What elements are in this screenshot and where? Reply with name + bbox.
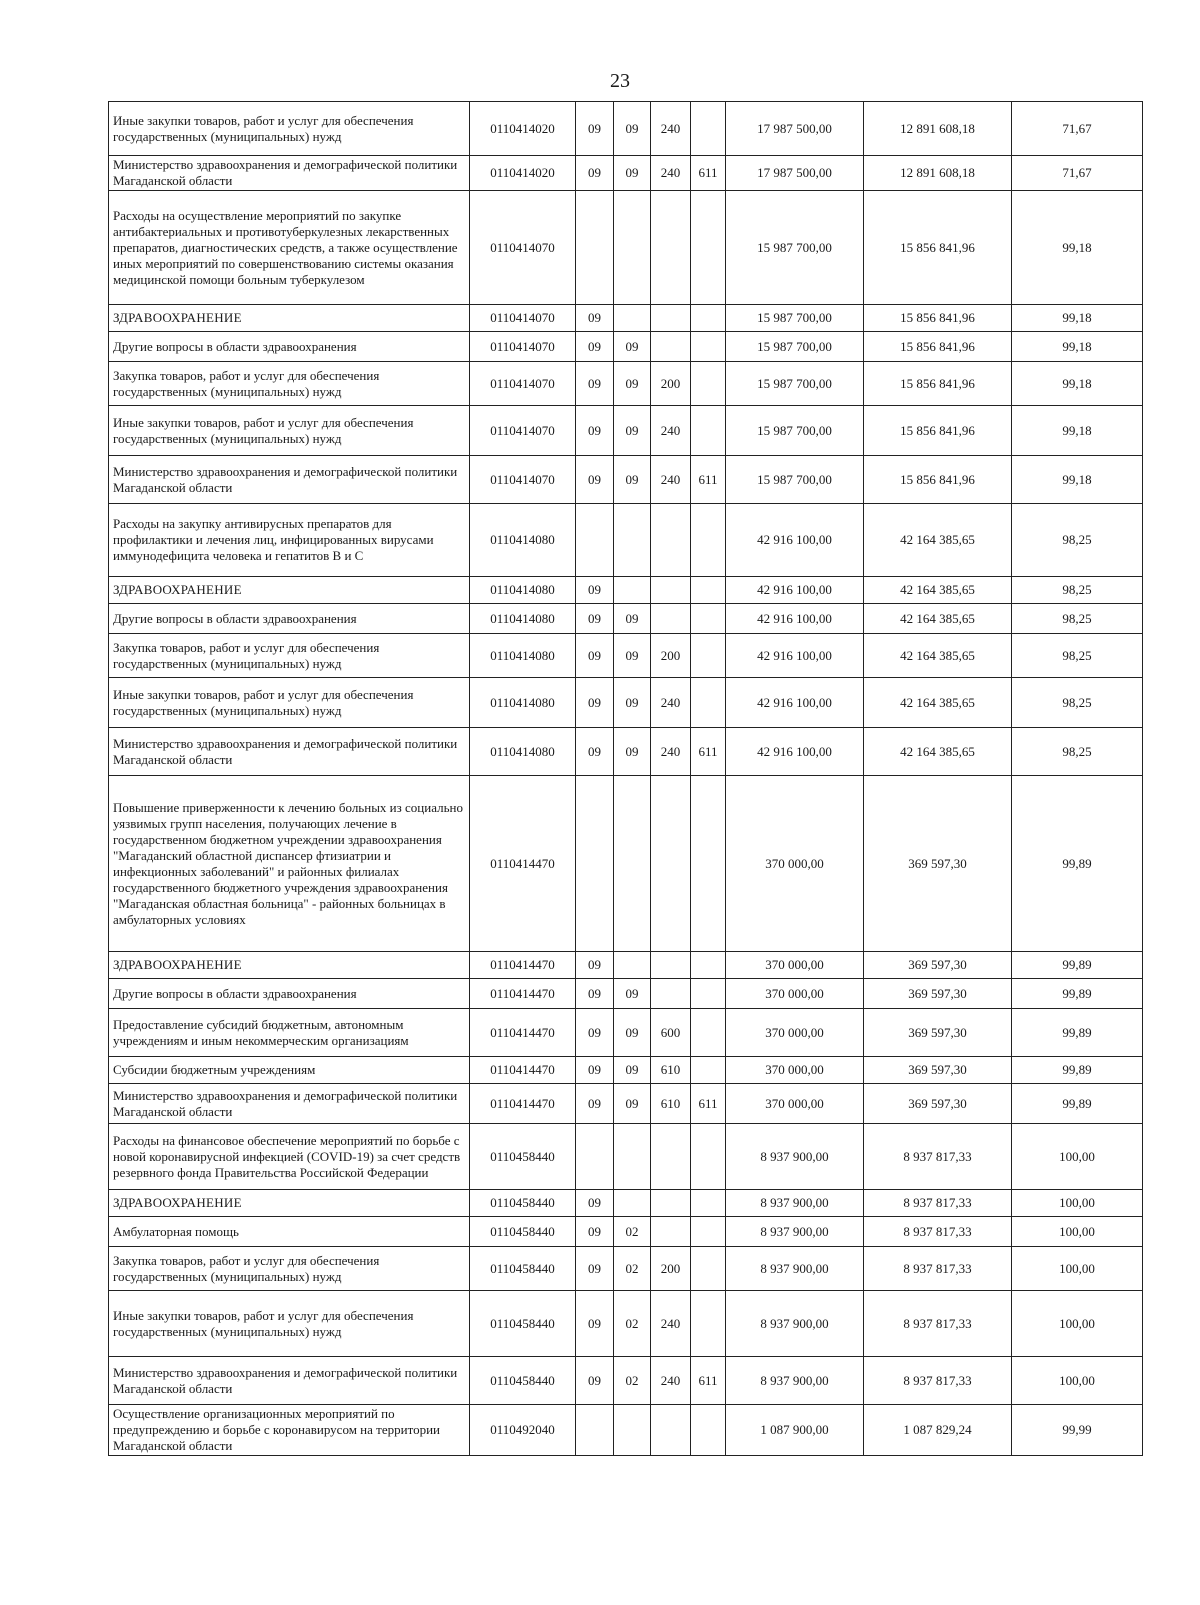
row-planned-amount: 370 000,00 bbox=[726, 1057, 864, 1084]
row-execution-percent: 98,25 bbox=[1012, 577, 1143, 604]
row-subsection bbox=[614, 305, 651, 332]
row-administrator bbox=[691, 1217, 726, 1247]
row-name: Иные закупки товаров, работ и услуг для обеспечения государственных (муниципальных) нужд bbox=[109, 1291, 470, 1357]
row-target-code: 0110414020 bbox=[470, 156, 576, 191]
row-subsection bbox=[614, 1124, 651, 1190]
row-name: Министерство здравоохранения и демографической политики Магаданской области bbox=[109, 156, 470, 191]
row-section: 09 bbox=[576, 156, 614, 191]
row-expense-type: 240 bbox=[651, 678, 691, 728]
row-expense-type bbox=[651, 1217, 691, 1247]
row-planned-amount: 42 916 100,00 bbox=[726, 504, 864, 577]
row-section: 09 bbox=[576, 456, 614, 504]
row-administrator bbox=[691, 1247, 726, 1291]
row-execution-percent: 99,89 bbox=[1012, 776, 1143, 952]
table-row bbox=[109, 156, 1143, 191]
row-actual-amount: 42 164 385,65 bbox=[864, 634, 1012, 678]
row-planned-amount: 370 000,00 bbox=[726, 776, 864, 952]
row-planned-amount: 17 987 500,00 bbox=[726, 156, 864, 191]
row-section: 09 bbox=[576, 1190, 614, 1217]
row-execution-percent: 99,89 bbox=[1012, 1084, 1143, 1124]
row-planned-amount: 370 000,00 bbox=[726, 1009, 864, 1057]
row-subsection: 09 bbox=[614, 979, 651, 1009]
row-target-code: 0110414470 bbox=[470, 1084, 576, 1124]
row-administrator bbox=[691, 102, 726, 156]
row-section bbox=[576, 191, 614, 305]
row-administrator bbox=[691, 406, 726, 456]
row-target-code: 0110458440 bbox=[470, 1217, 576, 1247]
row-administrator bbox=[691, 332, 726, 362]
row-actual-amount: 8 937 817,33 bbox=[864, 1247, 1012, 1291]
row-expense-type: 240 bbox=[651, 156, 691, 191]
row-target-code: 0110414080 bbox=[470, 634, 576, 678]
row-subsection bbox=[614, 776, 651, 952]
row-planned-amount: 42 916 100,00 bbox=[726, 728, 864, 776]
row-expense-type bbox=[651, 952, 691, 979]
row-planned-amount: 42 916 100,00 bbox=[726, 604, 864, 634]
row-planned-amount: 15 987 700,00 bbox=[726, 456, 864, 504]
row-administrator bbox=[691, 634, 726, 678]
row-section: 09 bbox=[576, 634, 614, 678]
page-number: 23 bbox=[610, 70, 630, 92]
row-name: Расходы на осуществление мероприятий по закупке антибактериальных и противотуберкулезных лекарственных препаратов, диагностических средств, а также осуществление иных мероприятий по совершенствованию системы оказания медицинской помощи больным туберкулезом bbox=[109, 191, 470, 305]
row-name: ЗДРАВООХРАНЕНИЕ bbox=[109, 577, 470, 604]
table-row bbox=[109, 1357, 1143, 1405]
row-expense-type: 610 bbox=[651, 1057, 691, 1084]
row-section: 09 bbox=[576, 1291, 614, 1357]
row-subsection: 02 bbox=[614, 1217, 651, 1247]
row-execution-percent: 99,18 bbox=[1012, 332, 1143, 362]
table-row bbox=[109, 776, 1143, 952]
row-target-code: 0110414070 bbox=[470, 191, 576, 305]
row-execution-percent: 98,25 bbox=[1012, 678, 1143, 728]
row-target-code: 0110414020 bbox=[470, 102, 576, 156]
row-subsection bbox=[614, 1190, 651, 1217]
row-expense-type bbox=[651, 604, 691, 634]
row-name: ЗДРАВООХРАНЕНИЕ bbox=[109, 1190, 470, 1217]
budget-table bbox=[108, 101, 1143, 1456]
row-administrator: 611 bbox=[691, 456, 726, 504]
table-row bbox=[109, 604, 1143, 634]
row-administrator bbox=[691, 979, 726, 1009]
row-expense-type bbox=[651, 191, 691, 305]
row-target-code: 0110458440 bbox=[470, 1357, 576, 1405]
row-subsection: 09 bbox=[614, 728, 651, 776]
row-actual-amount: 369 597,30 bbox=[864, 776, 1012, 952]
row-subsection: 09 bbox=[614, 604, 651, 634]
row-actual-amount: 369 597,30 bbox=[864, 1084, 1012, 1124]
row-name: ЗДРАВООХРАНЕНИЕ bbox=[109, 305, 470, 332]
row-name: Иные закупки товаров, работ и услуг для обеспечения государственных (муниципальных) нужд bbox=[109, 678, 470, 728]
row-section bbox=[576, 1124, 614, 1190]
row-administrator bbox=[691, 1405, 726, 1456]
row-section: 09 bbox=[576, 362, 614, 406]
row-name: Другие вопросы в области здравоохранения bbox=[109, 332, 470, 362]
row-target-code: 0110492040 bbox=[470, 1405, 576, 1456]
row-execution-percent: 98,25 bbox=[1012, 504, 1143, 577]
row-planned-amount: 15 987 700,00 bbox=[726, 332, 864, 362]
row-execution-percent: 100,00 bbox=[1012, 1247, 1143, 1291]
table-row bbox=[109, 1217, 1143, 1247]
row-name: Министерство здравоохранения и демографической политики Магаданской области bbox=[109, 728, 470, 776]
row-actual-amount: 42 164 385,65 bbox=[864, 604, 1012, 634]
row-section bbox=[576, 504, 614, 577]
row-subsection bbox=[614, 191, 651, 305]
row-planned-amount: 15 987 700,00 bbox=[726, 362, 864, 406]
table-row bbox=[109, 456, 1143, 504]
row-subsection: 02 bbox=[614, 1247, 651, 1291]
row-target-code: 0110414470 bbox=[470, 952, 576, 979]
table-row bbox=[109, 1124, 1143, 1190]
table-row bbox=[109, 634, 1143, 678]
table-row bbox=[109, 102, 1143, 156]
row-name: Амбулаторная помощь bbox=[109, 1217, 470, 1247]
row-target-code: 0110414070 bbox=[470, 362, 576, 406]
row-target-code: 0110414070 bbox=[470, 456, 576, 504]
row-actual-amount: 15 856 841,96 bbox=[864, 191, 1012, 305]
row-subsection: 09 bbox=[614, 332, 651, 362]
row-target-code: 0110414080 bbox=[470, 577, 576, 604]
row-execution-percent: 100,00 bbox=[1012, 1190, 1143, 1217]
row-administrator bbox=[691, 952, 726, 979]
row-expense-type: 610 bbox=[651, 1084, 691, 1124]
row-administrator bbox=[691, 191, 726, 305]
row-administrator bbox=[691, 1124, 726, 1190]
row-subsection: 09 bbox=[614, 1084, 651, 1124]
row-expense-type bbox=[651, 577, 691, 604]
row-administrator bbox=[691, 1291, 726, 1357]
table-row bbox=[109, 362, 1143, 406]
row-administrator bbox=[691, 577, 726, 604]
row-planned-amount: 8 937 900,00 bbox=[726, 1291, 864, 1357]
row-actual-amount: 12 891 608,18 bbox=[864, 156, 1012, 191]
row-execution-percent: 99,89 bbox=[1012, 1057, 1143, 1084]
row-target-code: 0110414470 bbox=[470, 776, 576, 952]
table-row bbox=[109, 1190, 1143, 1217]
row-section: 09 bbox=[576, 305, 614, 332]
row-section: 09 bbox=[576, 1247, 614, 1291]
row-subsection: 09 bbox=[614, 102, 651, 156]
row-planned-amount: 42 916 100,00 bbox=[726, 678, 864, 728]
row-execution-percent: 99,18 bbox=[1012, 362, 1143, 406]
row-planned-amount: 42 916 100,00 bbox=[726, 634, 864, 678]
row-subsection: 09 bbox=[614, 1057, 651, 1084]
row-planned-amount: 15 987 700,00 bbox=[726, 406, 864, 456]
row-target-code: 0110414470 bbox=[470, 979, 576, 1009]
row-name: Закупка товаров, работ и услуг для обеспечения государственных (муниципальных) нужд bbox=[109, 362, 470, 406]
row-execution-percent: 100,00 bbox=[1012, 1357, 1143, 1405]
row-target-code: 0110414470 bbox=[470, 1009, 576, 1057]
row-subsection: 09 bbox=[614, 634, 651, 678]
row-execution-percent: 98,25 bbox=[1012, 604, 1143, 634]
row-name: Министерство здравоохранения и демографической политики Магаданской области bbox=[109, 1357, 470, 1405]
row-expense-type bbox=[651, 979, 691, 1009]
row-section: 09 bbox=[576, 604, 614, 634]
row-planned-amount: 8 937 900,00 bbox=[726, 1217, 864, 1247]
row-section: 09 bbox=[576, 332, 614, 362]
row-section: 09 bbox=[576, 952, 614, 979]
table-row bbox=[109, 979, 1143, 1009]
row-execution-percent: 98,25 bbox=[1012, 634, 1143, 678]
row-actual-amount: 15 856 841,96 bbox=[864, 332, 1012, 362]
row-subsection: 09 bbox=[614, 1009, 651, 1057]
row-actual-amount: 15 856 841,96 bbox=[864, 305, 1012, 332]
row-execution-percent: 99,89 bbox=[1012, 1009, 1143, 1057]
row-execution-percent: 99,18 bbox=[1012, 406, 1143, 456]
row-subsection bbox=[614, 952, 651, 979]
row-section: 09 bbox=[576, 678, 614, 728]
row-planned-amount: 370 000,00 bbox=[726, 952, 864, 979]
table-row bbox=[109, 1009, 1143, 1057]
row-planned-amount: 15 987 700,00 bbox=[726, 191, 864, 305]
row-target-code: 0110414080 bbox=[470, 728, 576, 776]
row-execution-percent: 99,89 bbox=[1012, 952, 1143, 979]
table-row bbox=[109, 1057, 1143, 1084]
row-target-code: 0110414070 bbox=[470, 406, 576, 456]
row-name: Иные закупки товаров, работ и услуг для обеспечения государственных (муниципальных) нужд bbox=[109, 102, 470, 156]
row-administrator bbox=[691, 604, 726, 634]
row-actual-amount: 42 164 385,65 bbox=[864, 504, 1012, 577]
table-row bbox=[109, 678, 1143, 728]
row-actual-amount: 369 597,30 bbox=[864, 979, 1012, 1009]
row-expense-type: 240 bbox=[651, 456, 691, 504]
row-actual-amount: 8 937 817,33 bbox=[864, 1124, 1012, 1190]
row-actual-amount: 8 937 817,33 bbox=[864, 1291, 1012, 1357]
row-administrator bbox=[691, 362, 726, 406]
row-section bbox=[576, 776, 614, 952]
row-target-code: 0110414070 bbox=[470, 305, 576, 332]
row-section: 09 bbox=[576, 102, 614, 156]
row-planned-amount: 8 937 900,00 bbox=[726, 1190, 864, 1217]
row-planned-amount: 8 937 900,00 bbox=[726, 1247, 864, 1291]
row-expense-type: 240 bbox=[651, 1357, 691, 1405]
row-administrator bbox=[691, 1009, 726, 1057]
row-actual-amount: 1 087 829,24 bbox=[864, 1405, 1012, 1456]
row-administrator: 611 bbox=[691, 1357, 726, 1405]
row-actual-amount: 369 597,30 bbox=[864, 1009, 1012, 1057]
row-actual-amount: 42 164 385,65 bbox=[864, 577, 1012, 604]
row-actual-amount: 8 937 817,33 bbox=[864, 1190, 1012, 1217]
table-row bbox=[109, 1247, 1143, 1291]
row-name: Повышение приверженности к лечению больных из социально уязвимых групп населения, получающих лечение в государственном бюджетном учреждении здравоохранения "Магаданский областной диспансер фтизиатрии и инфекционных заболеваний" и районных филиалах государственного бюджетного учреждения здравоохранения "Магаданская областная больница" - районных больницах в амбулаторных условиях bbox=[109, 776, 470, 952]
row-execution-percent: 71,67 bbox=[1012, 102, 1143, 156]
row-name: ЗДРАВООХРАНЕНИЕ bbox=[109, 952, 470, 979]
row-expense-type bbox=[651, 1190, 691, 1217]
row-target-code: 0110458440 bbox=[470, 1190, 576, 1217]
row-execution-percent: 100,00 bbox=[1012, 1124, 1143, 1190]
row-execution-percent: 100,00 bbox=[1012, 1291, 1143, 1357]
table-row bbox=[109, 1291, 1143, 1357]
row-target-code: 0110414070 bbox=[470, 332, 576, 362]
row-execution-percent: 98,25 bbox=[1012, 728, 1143, 776]
row-administrator bbox=[691, 678, 726, 728]
row-execution-percent: 71,67 bbox=[1012, 156, 1143, 191]
row-expense-type bbox=[651, 776, 691, 952]
row-execution-percent: 99,18 bbox=[1012, 191, 1143, 305]
row-actual-amount: 15 856 841,96 bbox=[864, 456, 1012, 504]
row-name: Предоставление субсидий бюджетным, автономным учреждениям и иным некоммерческим организациям bbox=[109, 1009, 470, 1057]
row-execution-percent: 100,00 bbox=[1012, 1217, 1143, 1247]
row-name: Другие вопросы в области здравоохранения bbox=[109, 979, 470, 1009]
row-name: Закупка товаров, работ и услуг для обеспечения государственных (муниципальных) нужд bbox=[109, 634, 470, 678]
row-expense-type bbox=[651, 1124, 691, 1190]
row-subsection: 09 bbox=[614, 362, 651, 406]
row-section: 09 bbox=[576, 1057, 614, 1084]
table-row bbox=[109, 504, 1143, 577]
table-row bbox=[109, 952, 1143, 979]
row-actual-amount: 42 164 385,65 bbox=[864, 678, 1012, 728]
table-row bbox=[109, 728, 1143, 776]
row-expense-type: 200 bbox=[651, 362, 691, 406]
row-target-code: 0110414080 bbox=[470, 678, 576, 728]
row-execution-percent: 99,18 bbox=[1012, 456, 1143, 504]
row-name: Осуществление организационных мероприятий по предупреждению и борьбе с коронавирусом на территории Магаданской области bbox=[109, 1405, 470, 1456]
row-administrator bbox=[691, 1057, 726, 1084]
row-planned-amount: 1 087 900,00 bbox=[726, 1405, 864, 1456]
row-actual-amount: 42 164 385,65 bbox=[864, 728, 1012, 776]
row-section: 09 bbox=[576, 1009, 614, 1057]
row-administrator bbox=[691, 776, 726, 952]
row-section: 09 bbox=[576, 1357, 614, 1405]
row-target-code: 0110414080 bbox=[470, 604, 576, 634]
row-actual-amount: 15 856 841,96 bbox=[864, 406, 1012, 456]
row-section bbox=[576, 1405, 614, 1456]
row-actual-amount: 8 937 817,33 bbox=[864, 1217, 1012, 1247]
row-subsection: 09 bbox=[614, 406, 651, 456]
row-expense-type bbox=[651, 305, 691, 332]
table-row bbox=[109, 1084, 1143, 1124]
table-row bbox=[109, 305, 1143, 332]
row-target-code: 0110414470 bbox=[470, 1057, 576, 1084]
table-row bbox=[109, 1405, 1143, 1456]
row-administrator bbox=[691, 1190, 726, 1217]
row-subsection bbox=[614, 1405, 651, 1456]
row-expense-type: 240 bbox=[651, 1291, 691, 1357]
table-row bbox=[109, 191, 1143, 305]
row-planned-amount: 15 987 700,00 bbox=[726, 305, 864, 332]
row-planned-amount: 8 937 900,00 bbox=[726, 1124, 864, 1190]
row-planned-amount: 8 937 900,00 bbox=[726, 1357, 864, 1405]
row-actual-amount: 369 597,30 bbox=[864, 952, 1012, 979]
table-row bbox=[109, 577, 1143, 604]
row-expense-type bbox=[651, 1405, 691, 1456]
row-name: Другие вопросы в области здравоохранения bbox=[109, 604, 470, 634]
row-actual-amount: 369 597,30 bbox=[864, 1057, 1012, 1084]
row-expense-type bbox=[651, 332, 691, 362]
table-row bbox=[109, 332, 1143, 362]
row-target-code: 0110458440 bbox=[470, 1291, 576, 1357]
row-name: Закупка товаров, работ и услуг для обеспечения государственных (муниципальных) нужд bbox=[109, 1247, 470, 1291]
row-subsection: 09 bbox=[614, 456, 651, 504]
row-administrator: 611 bbox=[691, 1084, 726, 1124]
row-subsection bbox=[614, 504, 651, 577]
row-planned-amount: 370 000,00 bbox=[726, 1084, 864, 1124]
row-section: 09 bbox=[576, 577, 614, 604]
row-planned-amount: 42 916 100,00 bbox=[726, 577, 864, 604]
row-name: Субсидии бюджетным учреждениям bbox=[109, 1057, 470, 1084]
row-planned-amount: 17 987 500,00 bbox=[726, 102, 864, 156]
row-expense-type: 200 bbox=[651, 1247, 691, 1291]
row-subsection: 09 bbox=[614, 156, 651, 191]
row-administrator bbox=[691, 504, 726, 577]
row-execution-percent: 99,89 bbox=[1012, 979, 1143, 1009]
row-expense-type: 240 bbox=[651, 406, 691, 456]
row-section: 09 bbox=[576, 1084, 614, 1124]
row-administrator: 611 bbox=[691, 728, 726, 776]
table-row bbox=[109, 406, 1143, 456]
row-target-code: 0110458440 bbox=[470, 1247, 576, 1291]
row-section: 09 bbox=[576, 1217, 614, 1247]
row-actual-amount: 15 856 841,96 bbox=[864, 362, 1012, 406]
row-administrator bbox=[691, 305, 726, 332]
row-name: Расходы на закупку антивирусных препаратов для профилактики и лечения лиц, инфицированных вирусами иммунодефицита человека и гепатитов В и С bbox=[109, 504, 470, 577]
row-actual-amount: 12 891 608,18 bbox=[864, 102, 1012, 156]
row-planned-amount: 370 000,00 bbox=[726, 979, 864, 1009]
row-subsection: 09 bbox=[614, 678, 651, 728]
row-expense-type: 240 bbox=[651, 728, 691, 776]
row-administrator: 611 bbox=[691, 156, 726, 191]
row-section: 09 bbox=[576, 979, 614, 1009]
row-section: 09 bbox=[576, 728, 614, 776]
row-subsection: 02 bbox=[614, 1291, 651, 1357]
row-expense-type: 600 bbox=[651, 1009, 691, 1057]
row-name: Расходы на финансовое обеспечение мероприятий по борьбе с новой коронавирусной инфекцией (COVID-19) за счет средств резервного фонда Правительства Российской Федерации bbox=[109, 1124, 470, 1190]
row-execution-percent: 99,18 bbox=[1012, 305, 1143, 332]
row-subsection bbox=[614, 577, 651, 604]
row-expense-type bbox=[651, 504, 691, 577]
row-target-code: 0110414080 bbox=[470, 504, 576, 577]
row-section: 09 bbox=[576, 406, 614, 456]
row-name: Министерство здравоохранения и демографической политики Магаданской области bbox=[109, 456, 470, 504]
row-execution-percent: 99,99 bbox=[1012, 1405, 1143, 1456]
row-expense-type: 240 bbox=[651, 102, 691, 156]
row-expense-type: 200 bbox=[651, 634, 691, 678]
row-name: Иные закупки товаров, работ и услуг для обеспечения государственных (муниципальных) нужд bbox=[109, 406, 470, 456]
row-subsection: 02 bbox=[614, 1357, 651, 1405]
row-actual-amount: 8 937 817,33 bbox=[864, 1357, 1012, 1405]
row-name: Министерство здравоохранения и демографической политики Магаданской области bbox=[109, 1084, 470, 1124]
row-target-code: 0110458440 bbox=[470, 1124, 576, 1190]
